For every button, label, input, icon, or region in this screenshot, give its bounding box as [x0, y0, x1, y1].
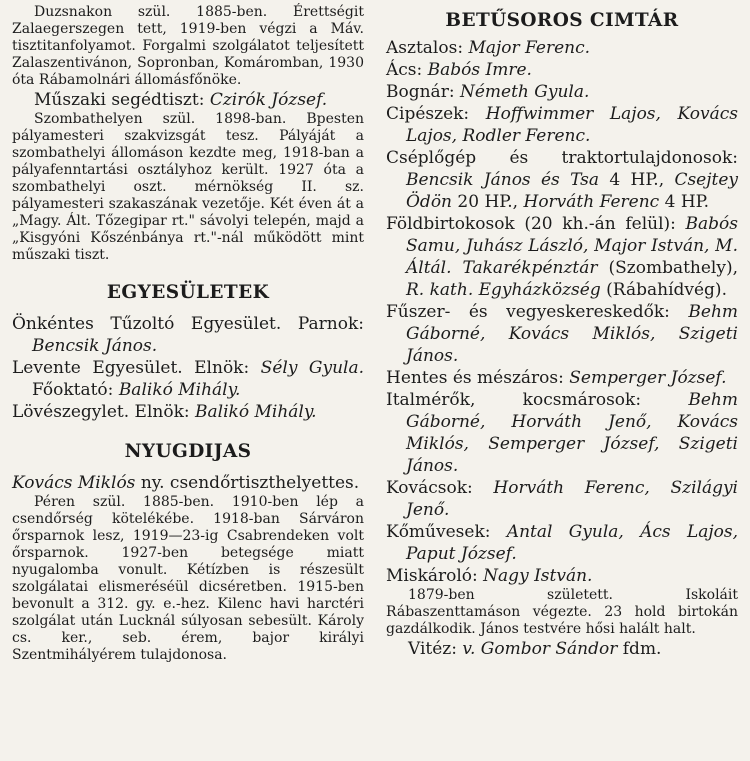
- technical-assistant-name: Czirók József.: [209, 90, 328, 110]
- entry-names: Németh Gyula.: [459, 82, 590, 102]
- directory-entry-miskarolo: [386, 565, 738, 587]
- levente-instructor: Balikó Mihály.: [118, 380, 241, 400]
- section-heading-directory: BETŰSOROS CIMTÁR: [445, 10, 679, 31]
- technical-assistant-label: Műszaki segédtiszt:: [34, 90, 205, 110]
- directory-entry-kovacsok: [386, 477, 738, 521]
- levente-text2: Főoktató:: [32, 380, 114, 400]
- entry-label: Kőművesek:: [386, 522, 491, 542]
- entry-label: Asztalos:: [386, 38, 464, 58]
- entry-names: Major Ferenc.: [468, 38, 591, 58]
- fire-brigade-entry: [12, 313, 364, 357]
- entry-names: R. kath. Egyházközség: [406, 280, 601, 300]
- pensioner-bio: Péren szül. 1885-ben. 1910-ben lép a csendőrség kötelékébe. 1918-ban Sárváron őrsparnok lesz, 1919—23-ig Csabrendeken volt őrsparnok. 1927-ben betegsége miatt nyugalomba vonult. Kétízben is részesült szolgálatai elismeréséül dicséretben. 1915-ben bevonult a 312. gy. e.-hez. Kilenc havi harctéri szolgálat után Lucknál súlyosan sebesült. Károly cs. ker., seb. érem, bajor királyi Szentmihályérem tulajdonosa.: [12, 494, 364, 663]
- directory-entry-asztalos: [386, 37, 738, 59]
- directory-entry-komuvesek: [386, 521, 738, 565]
- entry-label: Kovácsok:: [386, 478, 473, 498]
- entry-names: Babós Samu, Juhász László, Major István, M. Áltál. Takarékpénztár: [406, 214, 738, 278]
- entry-names: Behm Gáborné, Horváth Jenő, Kovács Miklós, Semperger József, Szigeti János.: [406, 390, 738, 476]
- entry-label: Hentes és mészáros:: [386, 368, 564, 388]
- entry-tail: 4 HP.: [664, 192, 710, 212]
- levente-entry: [12, 357, 364, 401]
- section-heading-associations: EGYESÜLETEK: [106, 282, 270, 303]
- entry-names: Nagy István.: [483, 566, 593, 586]
- pensioner-entry: [12, 472, 364, 494]
- entry-label: Italmérők, kocsmárosok:: [386, 390, 642, 410]
- fire-brigade-name: Bencsik János.: [32, 336, 158, 356]
- entry-label: Földbirtokosok (20 kh.-án felül):: [386, 214, 676, 234]
- technical-assistant-bio: Szombathelyen szül. 1898-ban. Bpesten pályamesteri szakvizsgát tesz. Pályáját a szombathelyi állomáson kezdte meg, 1918-ban a pályafenntartási osztályhoz került. 1927 óta a szombathelyi oszt. mérnökség II. sz. pályamesteri szakaszának vezetője. Két éven át a „Magy. Ált. Tőzegipar rt." sávolyi telepén, majd a „Kisgyóni Kőszénbánya rt."-nál működött mint műszaki tiszt.: [12, 111, 364, 263]
- entry-names: Bencsik János és Tsa: [406, 170, 600, 190]
- directory-entry-fuszer: [386, 301, 738, 367]
- technical-assistant-entry: [12, 89, 364, 111]
- station-master-bio: Duzsnakon szül. 1885-ben. Érettségit Zalaegerszegen tett, 1919-ben végzi a Máv. tisztitanfolyamot. Forgalmi szolgálatot teljesített Zalaszentivánon, Sopronban, Komáromban, 1930 óta Rábamolnári állomásfőnöke.: [12, 4, 364, 88]
- directory-entry-vitez: [386, 638, 738, 660]
- fire-brigade-text: Önkéntes Tűzoltó Egyesület. Parnok:: [12, 314, 364, 334]
- entry-names: Behm Gáborné, Kovács Miklós, Szigeti János.: [406, 302, 739, 366]
- section-heading-pensioner: NYUGDIJAS: [124, 441, 252, 462]
- directory-entry-hentes: [386, 367, 738, 389]
- entry-names: Babós Imre.: [427, 60, 532, 80]
- entry-names: v. Gombor Sándor: [462, 639, 618, 659]
- right-column: [386, 4, 738, 660]
- entry-tail: fdm.: [622, 639, 662, 659]
- entry-tail: 4 HP.,: [609, 170, 665, 190]
- entry-label: Miskároló:: [386, 566, 478, 586]
- entry-label: Vitéz:: [408, 639, 457, 659]
- entry-names: Antal Gyula, Ács Lajos, Paput József.: [406, 522, 739, 564]
- entry-names: Csejtey Ödön: [406, 170, 739, 212]
- entry-label: Cipészek:: [386, 104, 470, 124]
- levente-text: Levente Egyesület. Elnök:: [12, 358, 250, 378]
- entry-tail: (Rábahídvég).: [606, 280, 727, 300]
- entry-label: Ács:: [386, 60, 423, 80]
- shooting-club-text: Lövészegylet. Elnök:: [12, 402, 190, 422]
- pensioner-name: Kovács Miklós: [12, 473, 136, 493]
- entry-names: Horváth Ferenc, Szilágyi Jenő.: [406, 478, 738, 520]
- entry-label: Bognár:: [386, 82, 455, 102]
- entry-label: Cséplőgép és traktortulajdonosok:: [386, 148, 738, 168]
- directory-entry-cseplogep: [386, 147, 738, 213]
- directory-entry-foldbirtokosok: [386, 213, 738, 301]
- pensioner-title: ny. csendőrtiszthelyettes.: [140, 473, 360, 493]
- entry-tail: (Szombathely),: [608, 258, 739, 278]
- directory-entry-cipeszek: [386, 103, 738, 147]
- directory-entry-bognar: [386, 81, 738, 103]
- miskarolo-bio: 1879-ben született. Iskoláit Rábaszenttamáson végezte. 23 hold birtokán gazdálkodik. János testvére hősi halált halt.: [386, 587, 738, 637]
- entry-label: Fűszer- és vegyeskereskedők:: [386, 302, 670, 322]
- entry-tail: 20 HP.,: [457, 192, 519, 212]
- left-column: [12, 4, 364, 664]
- entry-names: Hoffwimmer Lajos, Kovács Lajos, Rodler Ferenc.: [406, 104, 738, 146]
- shooting-club-entry: [12, 401, 364, 423]
- shooting-club-name: Balikó Mihály.: [195, 402, 317, 422]
- directory-entry-acs: [386, 59, 738, 81]
- directory-entry-italmerok: [386, 389, 738, 477]
- entry-names: Horváth Ferenc: [523, 192, 660, 212]
- entry-names: Semperger József.: [569, 368, 727, 388]
- levente-president: Sély Gyula.: [260, 358, 364, 378]
